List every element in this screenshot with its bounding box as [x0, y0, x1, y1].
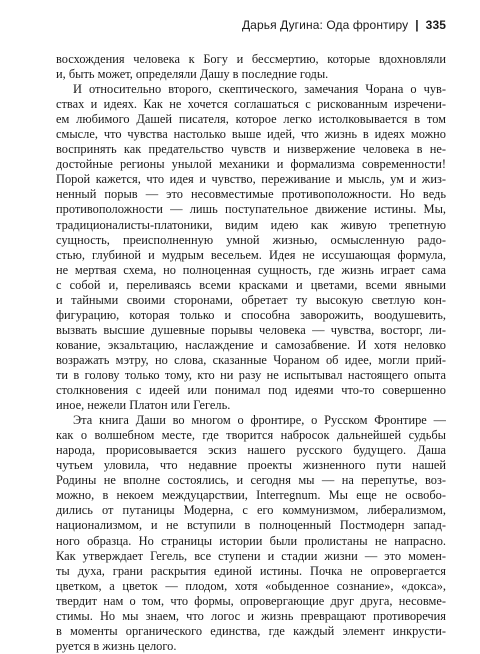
- text-line: ти в голову только тому, кто ни разу не испытывал настоящего опыта: [56, 367, 446, 382]
- text-line: и, быть может, определяли Дашу в последние годы.: [56, 67, 329, 82]
- page-number: 335: [425, 18, 446, 32]
- text-line: сущность, преисполненную умной жизнью, осмысленную радо-: [56, 232, 446, 247]
- text-line: Как утверждает Гегель, все ступени и стадии жизни — это момен-: [56, 548, 446, 563]
- text-line: восхождения человека к Богу и бессмертию, которые вдохновляли: [56, 52, 446, 66]
- text-line: И относительно второго, скептического, замечания Чорана о чув-: [73, 82, 446, 97]
- text-line: ты духа, грани раскрытия единой истины. Почка не опровергается: [56, 563, 446, 578]
- text-line: и тайными своими сторонами, обретает ту высокую светлую кон-: [56, 292, 446, 307]
- text-line: можно, в некоем междуцарствии, Interregnum. Мы еще не освобо-: [56, 488, 446, 503]
- body-text: [56, 52, 446, 654]
- text-line: ствах и идеях. Как не хочется соглашаться с рискованным изречени-: [56, 97, 446, 112]
- text-line: не мертвая схема, но полноценная сущность, где жизнь играет сама: [56, 262, 446, 277]
- text-line: народа, прорисовывается эскиз нашего русского будущего. Даша: [56, 443, 446, 458]
- text-line: ного образца. Но страницы истории были пролистаны не напрасно.: [56, 533, 446, 548]
- running-header: [56, 14, 446, 36]
- header-separator: |: [415, 18, 419, 32]
- text-line: цветком, а цветок — плодом, хотя «обыденное сознание», «докса»,: [56, 578, 446, 593]
- text-line: национализмом, и не вступили в полноценный Постмодерн запад-: [56, 518, 446, 533]
- text-line: как о волшебном месте, где творится набросок дальнейшей судьбы: [56, 428, 446, 443]
- text-line: столкновения с идеей или понимал под идеями что-то совершенно: [56, 383, 446, 398]
- text-line: твердит нам о том, что формы, опровергающие друг друга, несовме-: [56, 593, 446, 608]
- text-line: в моменты органического единства, где каждый элемент инкрусти-: [56, 623, 446, 638]
- text-line: стью, глубиной и мудрым весельем. Идея не иссушающая формула,: [56, 247, 446, 262]
- text-line: смысле, что чувства настолько выше идей, что жизнь в идеях можно: [56, 127, 446, 142]
- text-line: ненный порыв — это несовместимые противоположности. Но ведь: [56, 187, 446, 202]
- text-line: вызвать высшие душевные порывы человека — чувства, восторг, ли-: [56, 322, 446, 337]
- text-line: дились от путаницы Модерна, с его коммунизмом, либерализмом,: [56, 503, 446, 518]
- text-line: чутьем уловила, что недавние проекты жизненного пути нашей: [56, 458, 446, 473]
- text-line: иное, нежели Платон или Гегель.: [56, 398, 231, 413]
- text-line: руется в жизнь целого.: [56, 638, 177, 653]
- text-line: ем любимого Дашей писателя, которое легко истолковывается в том: [56, 112, 446, 127]
- text-line: с собой и, переливаясь всеми красками и цветами, всеми явными: [56, 277, 446, 292]
- running-title: Дарья Дугина: Ода фронтиру: [241, 18, 409, 32]
- text-line: Родины не вполне состоялись, и сегодня мы — на перепутье, воз-: [56, 473, 446, 488]
- text-line: фигурацию, которая только и способна заворожить, воодушевить,: [56, 307, 446, 322]
- text-line: достойные регионы унылой механики и формализма современности!: [56, 157, 446, 172]
- text-line: Порой кажется, что идея и чувство, переживание и мысль, ум и жиз-: [56, 172, 446, 187]
- text-line: стимы. Но мы знаем, что логос и жизнь превращают противоречия: [56, 608, 446, 623]
- text-line: возражать мэтру, но слова, сказанные Чораном об идее, могли прий-: [56, 352, 446, 367]
- text-line: кование, экзальтацию, наслаждение и самозабвение. И хотя неловко: [56, 337, 446, 352]
- text-line: воспринять как предательство чувств и низвержение человека в не-: [56, 142, 446, 157]
- text-line: традиционалисты-платоники, видим идею как живую трепетную: [56, 217, 446, 232]
- text-line: Эта книга Даши во многом о фронтире, о Русском Фронтире —: [73, 413, 446, 428]
- text-line: противоположности — лишь поступательное движение истины. Мы,: [56, 202, 446, 217]
